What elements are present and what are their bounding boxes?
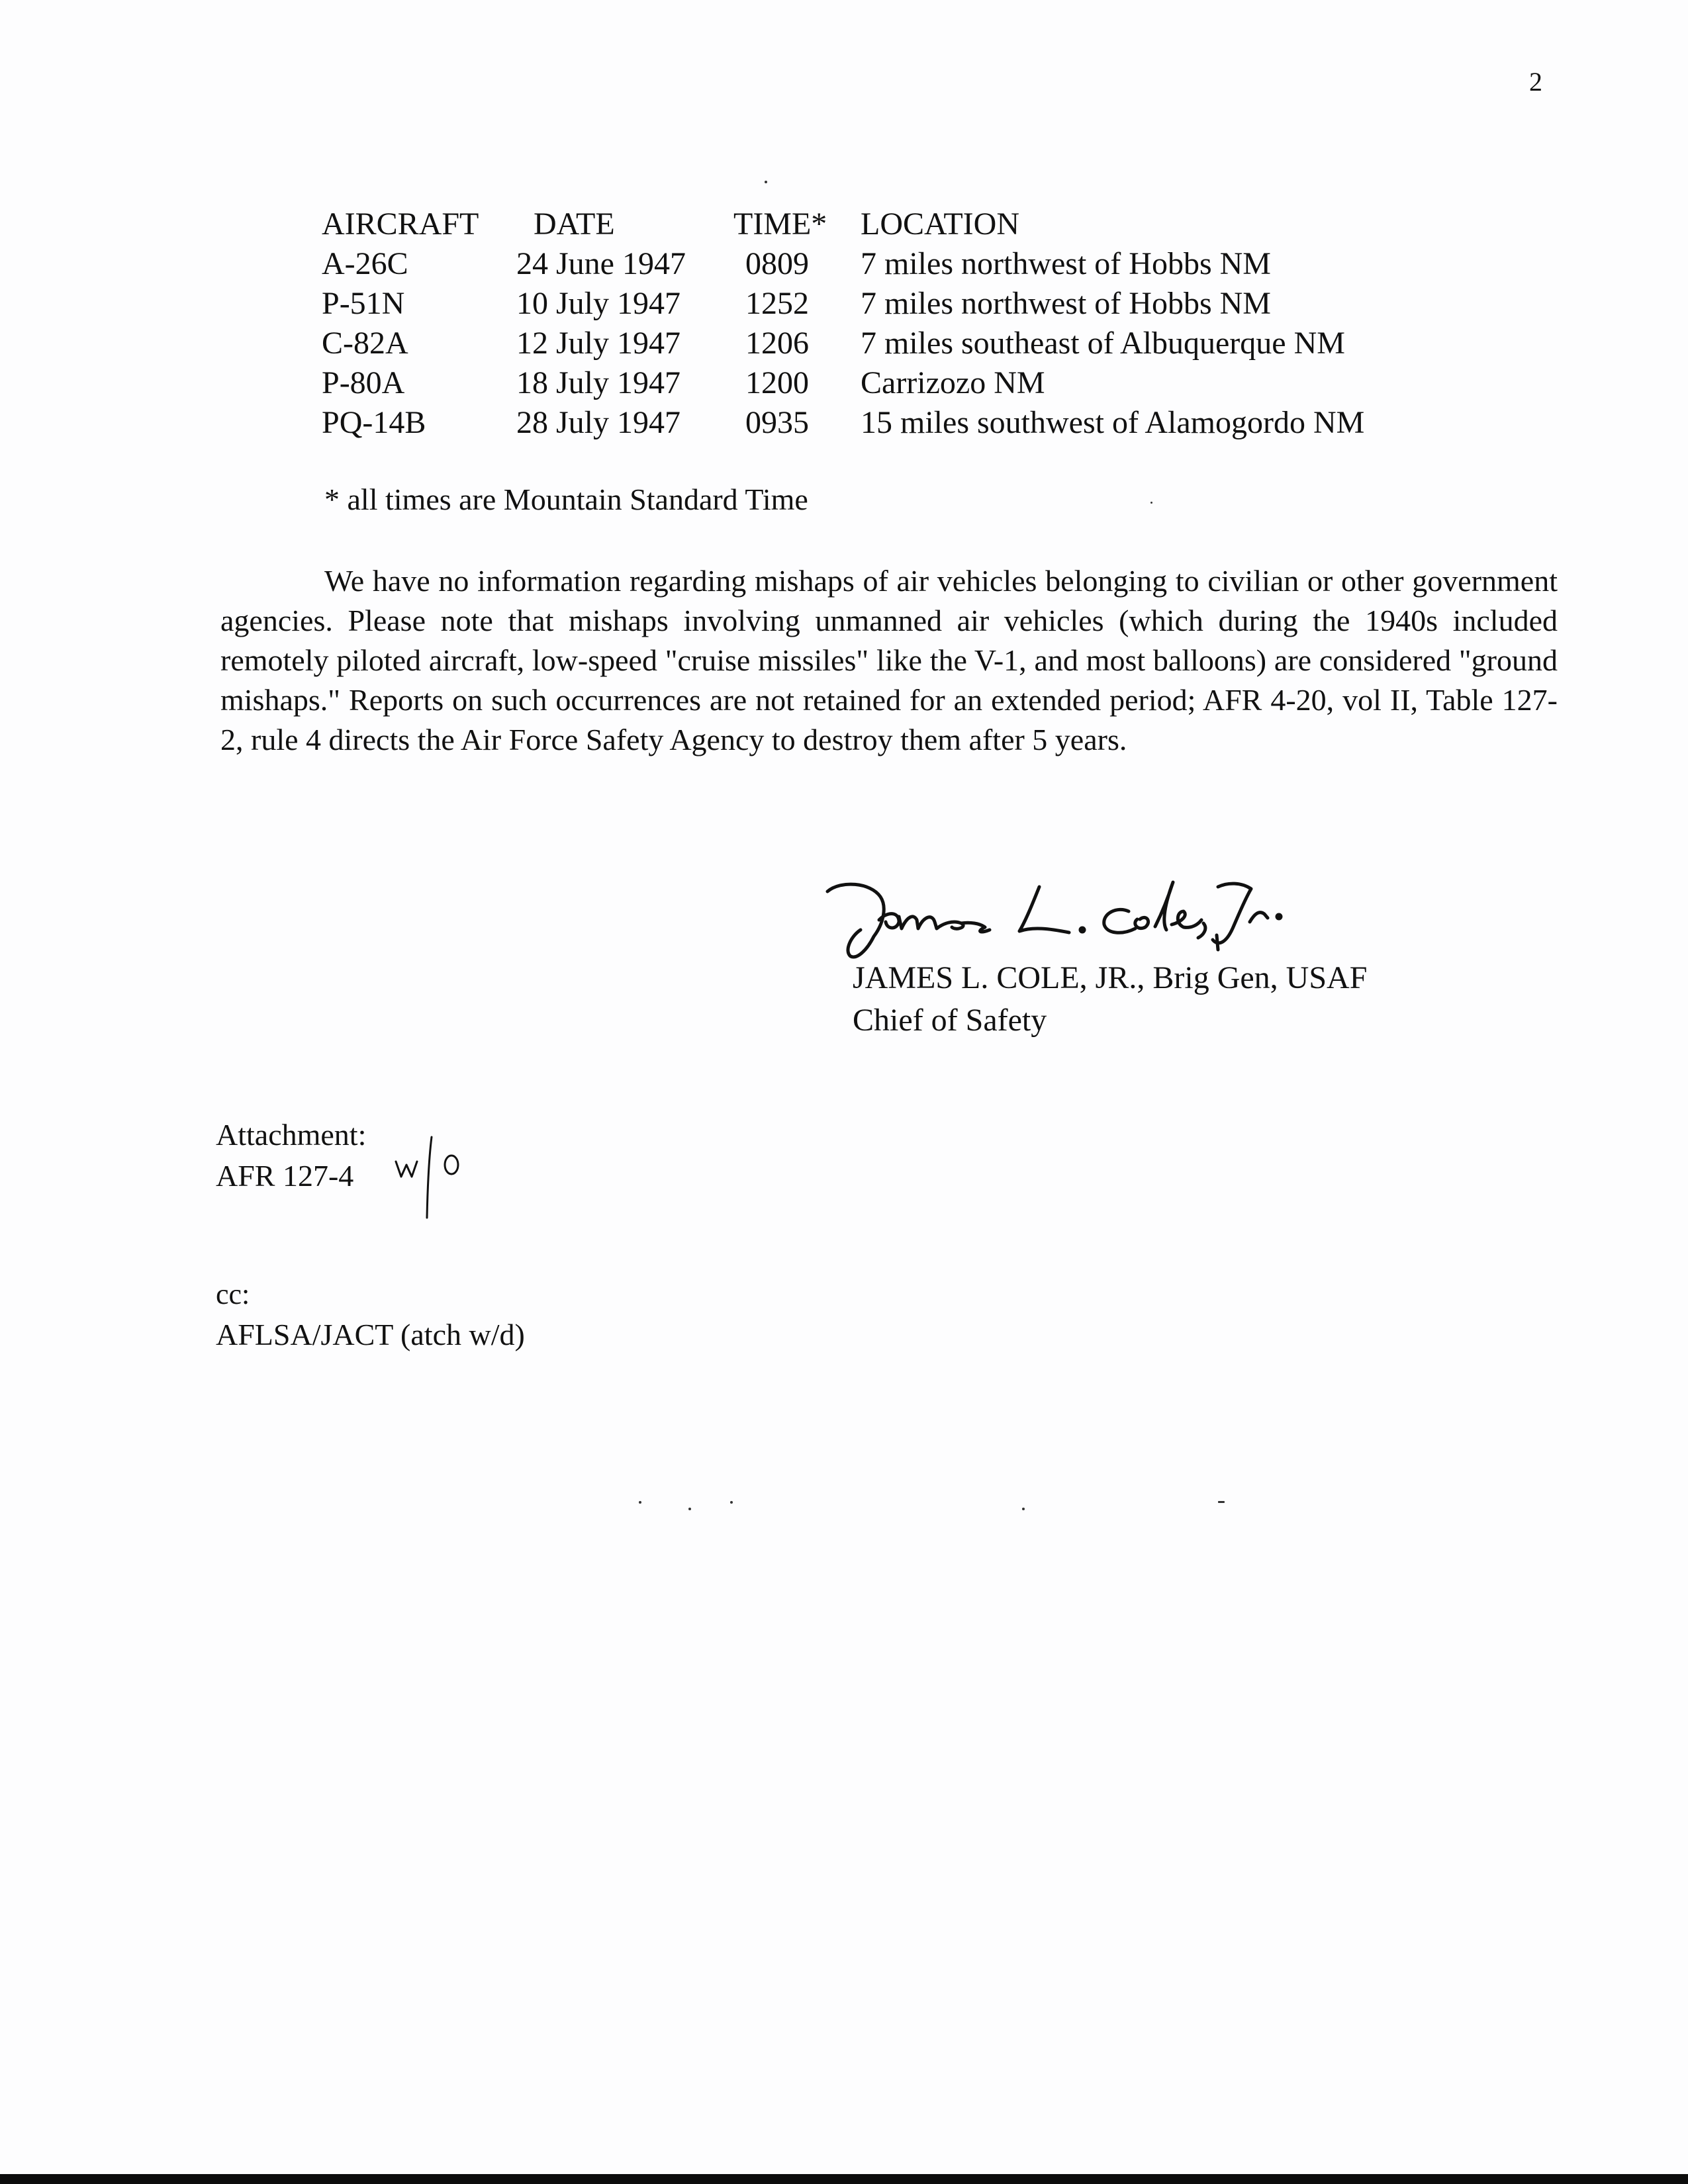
cell-aircraft: C-82A [322, 325, 408, 361]
mishap-table [322, 204, 1364, 442]
cell-location: 7 miles northwest of Hobbs NM [861, 246, 1271, 281]
cell-date: 28 July 1947 [516, 404, 681, 440]
handwritten-note [391, 1125, 470, 1224]
scan-speck [765, 181, 767, 183]
cell-time: 0809 [745, 246, 809, 281]
cell-date: 12 July 1947 [516, 325, 681, 361]
table-row [322, 323, 1364, 363]
cell-date: 10 July 1947 [516, 285, 681, 321]
cc-label: cc: [216, 1278, 250, 1310]
table-row [322, 244, 1364, 283]
cell-location: 15 miles southwest of Alamogordo NM [861, 404, 1365, 440]
cell-location: Carrizozo NM [861, 365, 1045, 400]
cell-time: 0935 [745, 404, 809, 440]
cell-time: 1252 [745, 285, 809, 321]
cell-aircraft: A-26C [322, 246, 408, 281]
cell-time: 1200 [745, 365, 809, 400]
scan-speck [688, 1508, 691, 1510]
page-number: 2 [1529, 67, 1542, 97]
header-date: DATE [534, 206, 615, 242]
table-row [322, 363, 1364, 402]
attachment-label: Attachment: [216, 1118, 367, 1152]
scan-speck [1218, 1501, 1225, 1503]
cell-time: 1206 [745, 325, 809, 361]
header-location: LOCATION [861, 206, 1019, 242]
table-row [322, 402, 1364, 442]
cell-aircraft: P-80A [322, 365, 405, 400]
scan-speck [730, 1501, 733, 1504]
scan-speck [1150, 502, 1152, 504]
cell-aircraft: PQ-14B [322, 404, 426, 440]
cc-recipient: AFLSA/JACT (atch w/d) [216, 1318, 525, 1351]
cell-location: 7 miles northwest of Hobbs NM [861, 285, 1271, 321]
scan-border [0, 2174, 1688, 2184]
header-time: TIME* [733, 206, 827, 242]
header-aircraft: AIRCRAFT [322, 206, 479, 242]
body-paragraph: We have no information regarding mishaps of air vehicles belonging to civilian or other government agencies. Please note that mishaps involving unmanned air vehicles (which during the 1940s included remotely piloted aircraft, low-speed "cruise missiles" like the V-1, and most balloons) are considered "ground mishaps." Reports on such occurrences are not retained for an extended period; AFR 4-20, vol II, Table 127-2, rule 4 directs the Air Force Safety Agency to destroy them after 5 years. [220, 564, 1558, 756]
scan-speck [639, 1501, 641, 1504]
scan-speck [1022, 1508, 1025, 1510]
handwritten-signature [821, 850, 1403, 970]
cell-aircraft: P-51N [322, 285, 405, 321]
signer-name: JAMES L. COLE, JR., Brig Gen, USAF [853, 960, 1368, 995]
table-row [322, 283, 1364, 323]
cell-location: 7 miles southeast of Albuquerque NM [861, 325, 1345, 361]
attachment-item: AFR 127-4 [216, 1159, 354, 1193]
cell-date: 24 June 1947 [516, 246, 686, 281]
table-header-row [322, 204, 1364, 244]
cell-date: 18 July 1947 [516, 365, 681, 400]
signer-title: Chief of Safety [853, 1003, 1047, 1038]
time-footnote: * all times are Mountain Standard Time [324, 482, 808, 516]
